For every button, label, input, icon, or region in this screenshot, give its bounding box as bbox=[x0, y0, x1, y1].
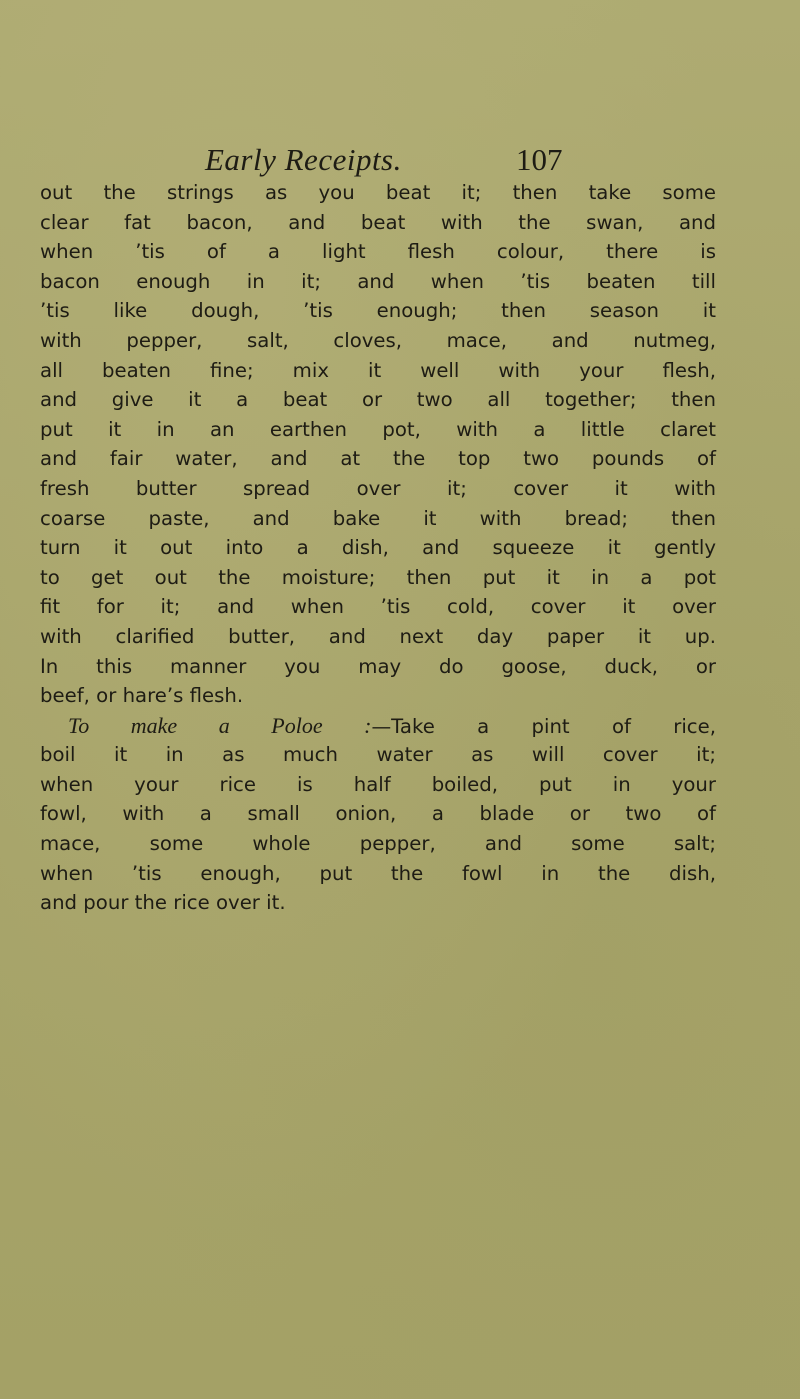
text-line: mace, some whole pepper, and some salt; bbox=[40, 832, 716, 856]
text-line: and give it a beat or two all together; then bbox=[40, 388, 716, 412]
body-text bbox=[40, 178, 716, 918]
text-line: out the strings as you beat it; then take some bbox=[40, 181, 716, 204]
text-line: coarse paste, and bake it with bread; then bbox=[40, 506, 716, 530]
text-line: when ’tis of a light flesh colour, there is bbox=[40, 240, 716, 264]
text-line: put it in an earthen pot, with a little claret bbox=[40, 417, 716, 441]
text-line: ’tis like dough, ’tis enough; then season it bbox=[40, 299, 716, 323]
text-line: beef, or hare’s flesh. bbox=[40, 684, 244, 708]
text-line: to get out the moisture; then put it in a pot bbox=[40, 565, 716, 589]
text-line: with clarified butter, and next day paper it up. bbox=[40, 624, 716, 648]
text-line: fowl, with a small onion, a blade or two of bbox=[40, 802, 716, 826]
text-line: when ’tis enough, put the fowl in the dish, bbox=[40, 861, 716, 885]
text-line: turn it out into a dish, and squeeze it gently bbox=[40, 536, 716, 560]
running-head bbox=[205, 142, 705, 182]
recipe-heading: To make a Poloe : bbox=[68, 712, 372, 738]
text-line: all beaten fine; mix it well with your flesh, bbox=[40, 358, 716, 382]
recipe-first-line-text: —Take a pint of rice, bbox=[371, 714, 717, 738]
text-line: fresh butter spread over it; cover it with bbox=[40, 476, 716, 500]
page-number: 107 bbox=[516, 142, 563, 177]
text-line: clear fat bacon, and beat with the swan, and bbox=[40, 210, 716, 234]
text-line: boil it in as much water as will cover it; bbox=[40, 743, 716, 767]
recipe-heading-line bbox=[40, 711, 716, 741]
text-line: bacon enough in it; and when ’tis beaten till bbox=[40, 269, 716, 293]
text-line: when your rice is half boiled, put in your bbox=[40, 772, 716, 796]
text-line: with pepper, salt, cloves, mace, and nutmeg, bbox=[40, 328, 716, 352]
text-line: fit for it; and when ’tis cold, cover it over bbox=[40, 595, 716, 619]
text-line: In this manner you may do goose, duck, or bbox=[40, 654, 716, 678]
running-head-title: Early Receipts. bbox=[205, 142, 402, 177]
text-line: and fair water, and at the top two pounds of bbox=[40, 447, 716, 471]
text-line: and pour the rice over it. bbox=[40, 891, 286, 915]
